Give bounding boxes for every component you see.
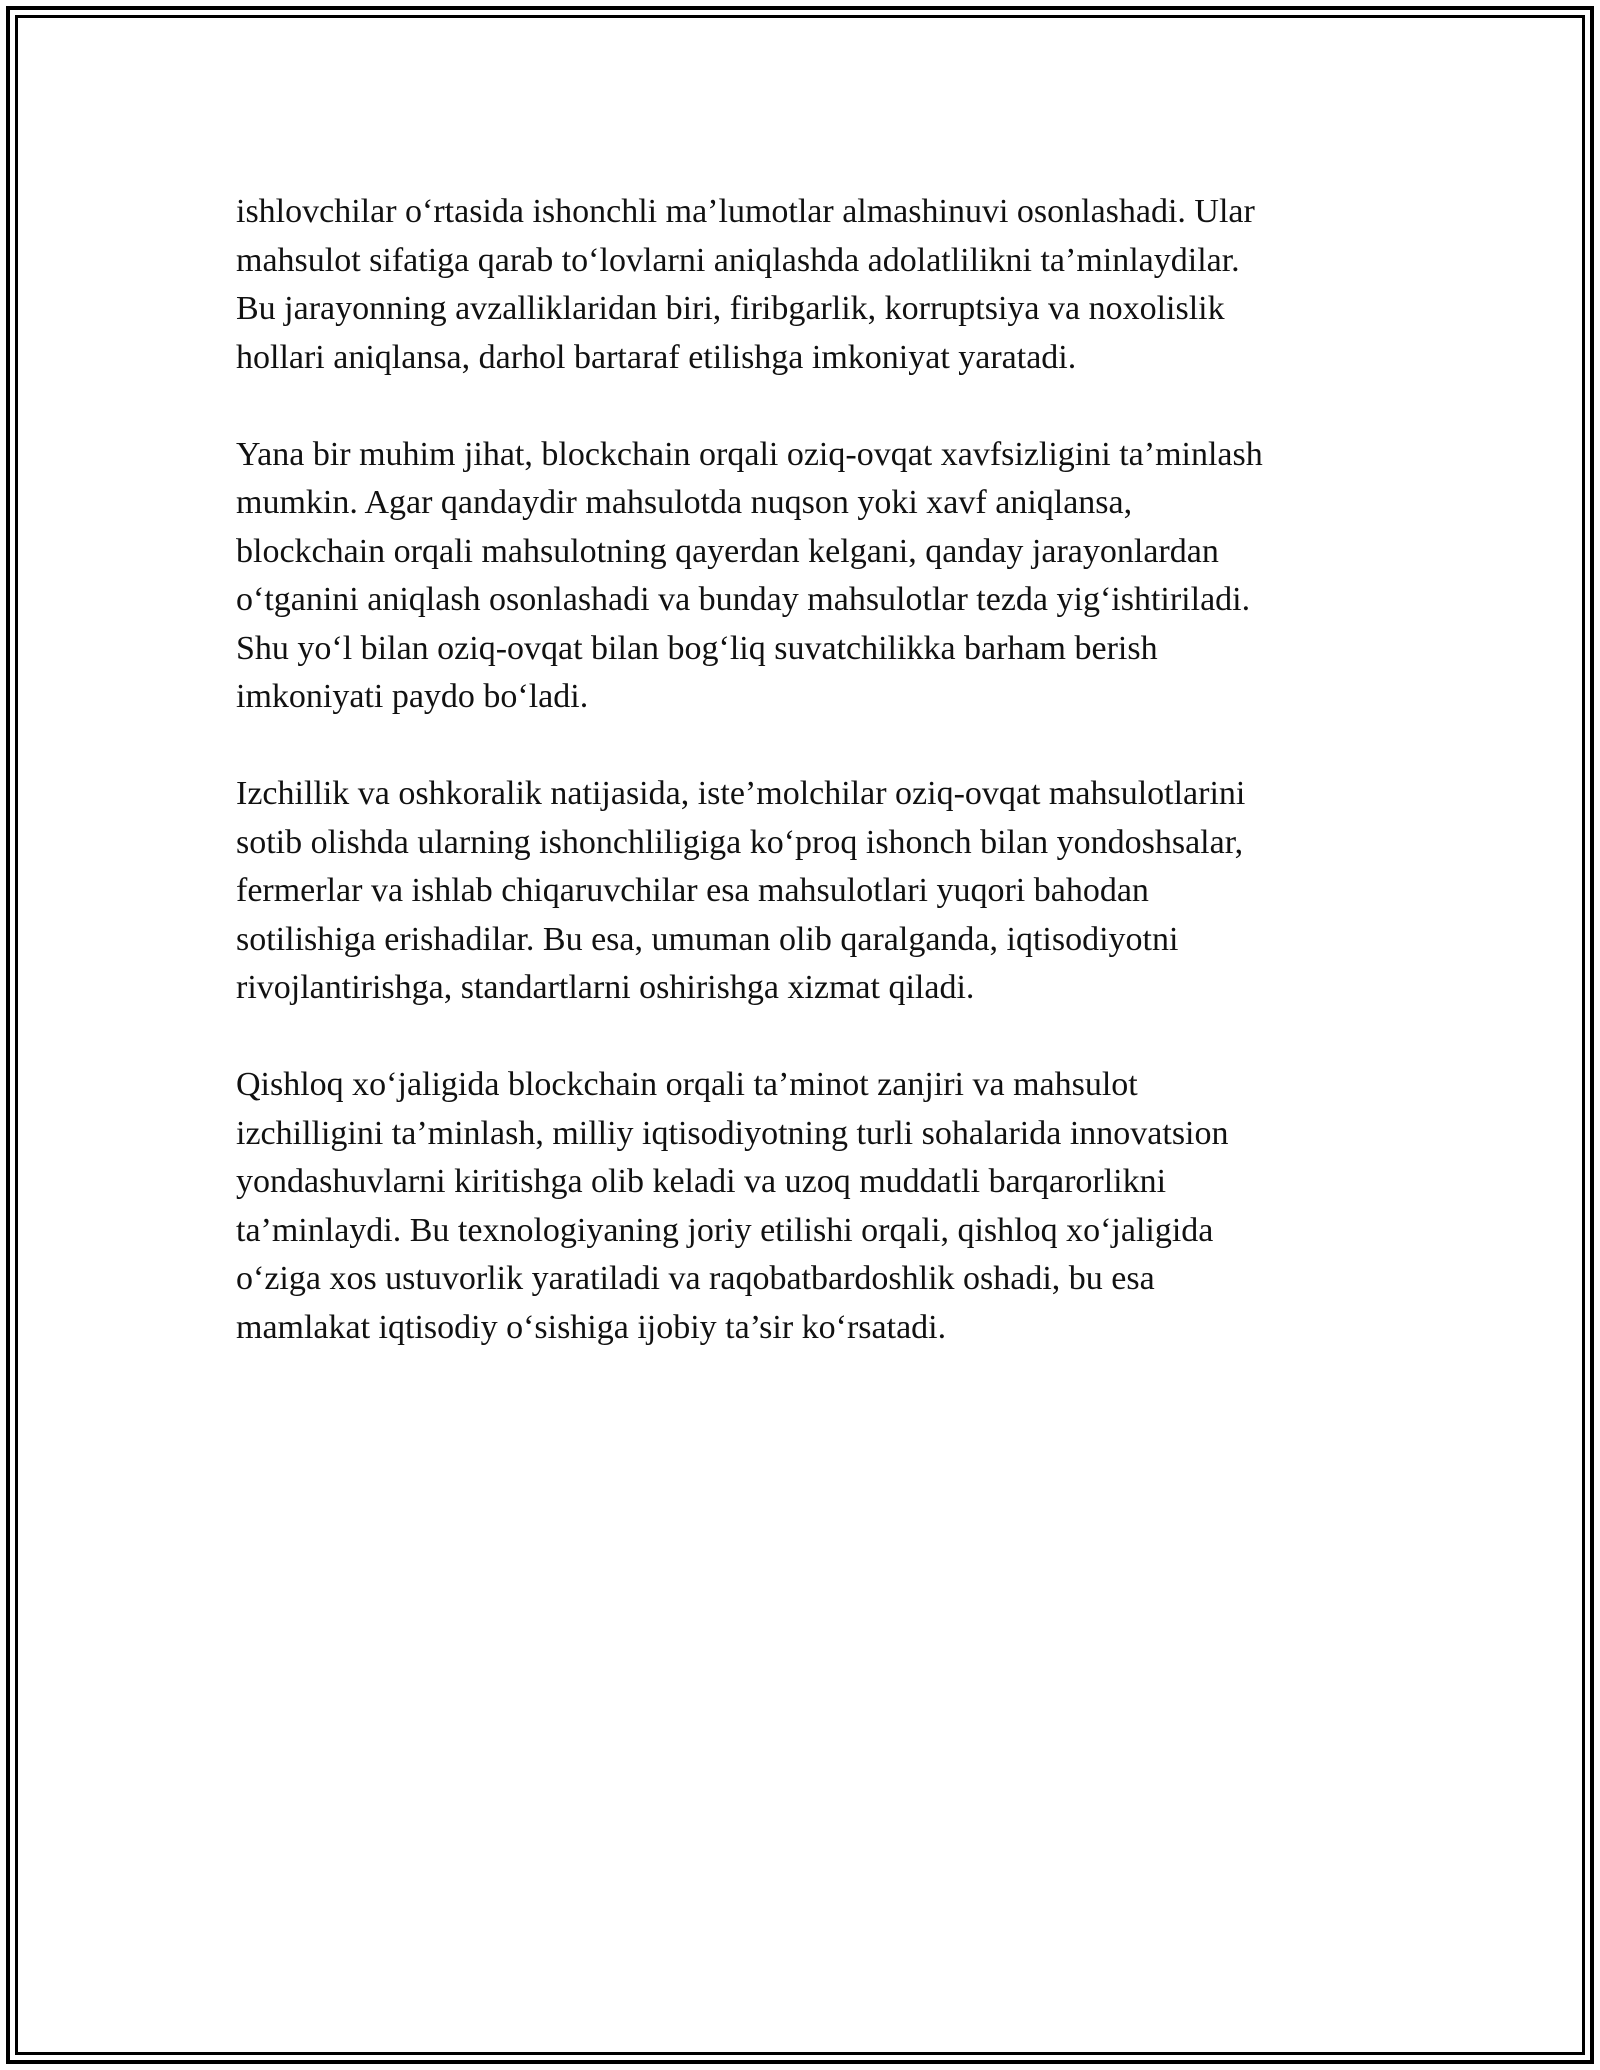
text-line: Qishloq xo‘jaligida blockchain orqali ta’minot zanjiri va mahsulot — [236, 1066, 1138, 1103]
text-line: mahsulot sifatiga qarab to‘lovlarni aniqlashda adolatlilikni ta’minlaydilar. — [236, 241, 1240, 279]
text-line: mumkin. Agar qandaydir mahsulotda nuqson yoki xavf aniqlansa, — [236, 484, 1133, 521]
text-line: mamlakat iqtisodiy o‘sishiga ijobiy ta’sir ko‘rsatadi. — [236, 1308, 947, 1346]
text-line: rivojlantirishga, standartlarni oshirishga xizmat qiladi. — [236, 969, 975, 1006]
text-line: sotib olishda ularning ishonchliligiga ko‘proq ishonch bilan yondoshsalar, — [236, 823, 1244, 861]
text-line: ishlovchilar o‘rtasida ishonchli ma’lumotlar almashinuvi osonlashadi. Ular — [236, 193, 1255, 230]
paragraph-3 — [236, 770, 1396, 1013]
text-line: sotilishiga erishadilar. Bu esa, umuman olib qaralganda, iqtisodiyotni — [236, 920, 1179, 958]
paragraph-1 — [236, 188, 1396, 382]
document-body — [236, 188, 1396, 1401]
text-line: Shu yo‘l bilan oziq-ovqat bilan bog‘liq suvatchilikka barham berish — [236, 629, 1158, 667]
text-line: Yana bir muhim jihat, blockchain orqali oziq-ovqat xavfsizligini ta’minlash — [236, 435, 1263, 473]
text-line: imkoniyati paydo bo‘ladi. — [236, 678, 589, 715]
text-line: ta’minlaydi. Bu texnologiyaning joriy etilishi orqali, qishloq xo‘jaligida — [236, 1211, 1214, 1249]
paragraph-2 — [236, 431, 1396, 722]
paragraph-4 — [236, 1061, 1396, 1352]
text-line: blockchain orqali mahsulotning qayerdan kelgani, qanday jarayonlardan — [236, 532, 1219, 570]
text-line: o‘tganini aniqlash osonlashadi va bunday mahsulotlar tezda yig‘ishtiriladi. — [236, 581, 1251, 618]
text-line: fermerlar va ishlab chiqaruvchilar esa mahsulotlari yuqori bahodan — [236, 872, 1149, 909]
text-line: yondashuvlarni kiritishga olib keladi va uzoq muddatli barqarorlikni — [236, 1163, 1167, 1200]
text-line: Bu jarayonning avzalliklaridan biri, firibgarlik, korruptsiya va noxolislik — [236, 290, 1225, 327]
text-line: hollari aniqlansa, darhol bartaraf etilishga imkoniyat yaratadi. — [236, 338, 1077, 376]
text-line: Izchillik va oshkoralik natijasida, iste’molchilar oziq-ovqat mahsulotlarini — [236, 775, 1246, 812]
text-line: izchilligini ta’minlash, milliy iqtisodiyotning turli sohalarida innovatsion — [236, 1114, 1229, 1152]
text-line: o‘ziga xos ustuvorlik yaratiladi va raqobatbardoshlik oshadi, bu esa — [236, 1260, 1155, 1297]
